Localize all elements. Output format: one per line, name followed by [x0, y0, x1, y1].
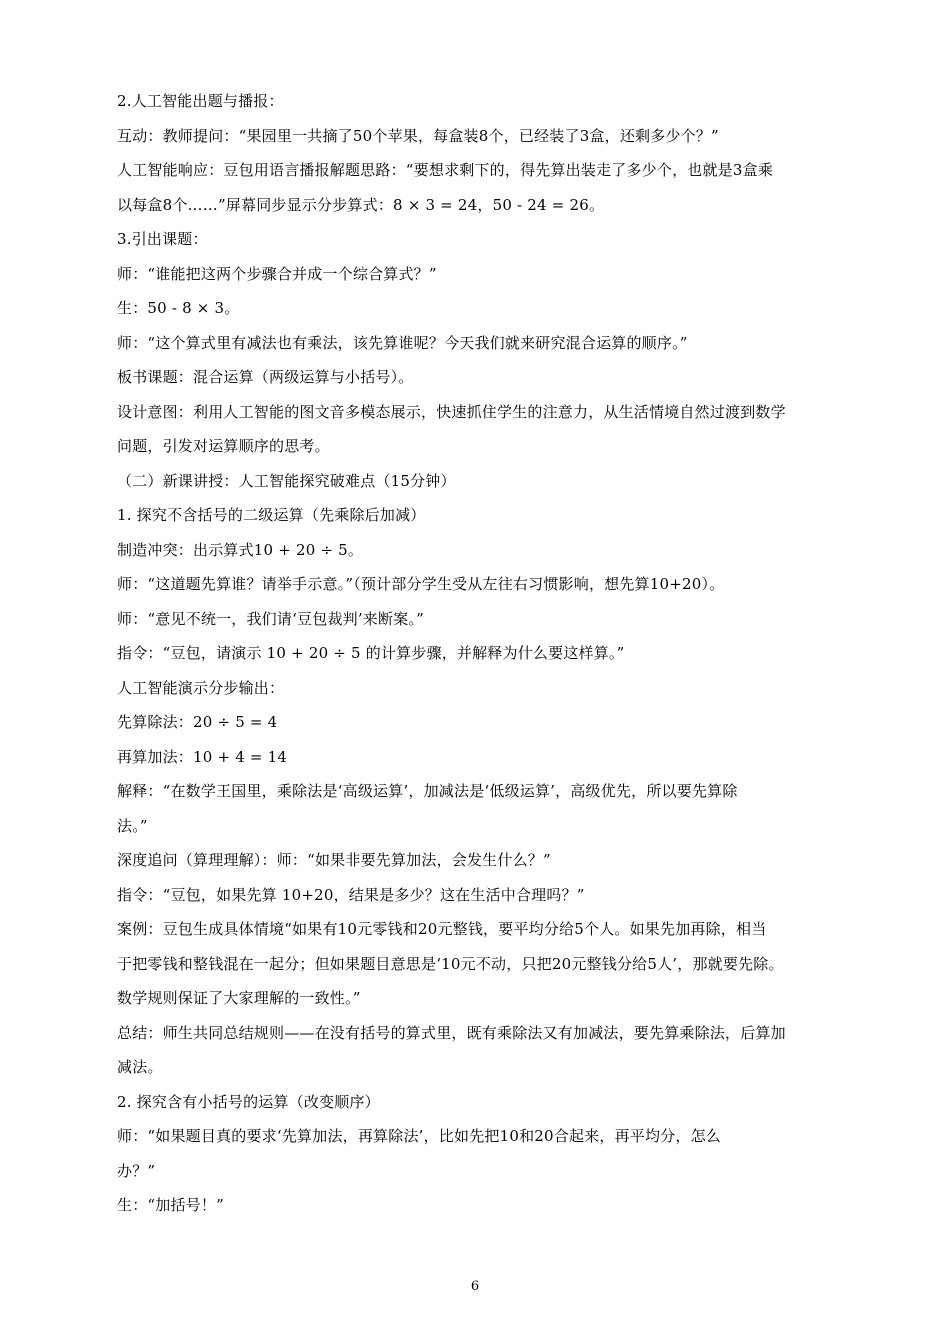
section-heading-ai-question: 2.人工智能出题与播报：	[117, 92, 284, 110]
text-line: 人工智能响应：豆包用语言播报解题思路：“要想求剩下的，得先算出装走了多少个，也就是3盒乘	[117, 161, 774, 179]
text-line: 问题，引发对运算顺序的思考。	[117, 437, 330, 455]
text-line: 制造冲突：出示算式10 + 20 ÷ 5。	[117, 540, 364, 559]
text-line: 法。”	[117, 816, 148, 835]
text-line: 师：“这道题先算谁？请举手示意。”（预计部分学生受从左往右习惯影响，想先算10+20）。	[117, 575, 725, 593]
text-line: 深度追问（算理理解）：师：“如果非要先算加法，会发生什么？”	[117, 851, 551, 869]
document-body	[117, 84, 877, 1223]
text-line: 互动：教师提问：“果园里一共摘了50个苹果，每盒装8个，已经装了3盒，还剩多少个？”	[117, 126, 719, 145]
text-line: 再算加法：10 + 4 = 14	[117, 747, 288, 766]
text-line: 总结：师生共同总结规则——在没有括号的算式里，既有乘除法又有加减法，要先算乘除法，后算加	[117, 1023, 786, 1042]
text-line: 以每盒8个……”屏幕同步显示分步算式：8 × 3 = 24，50 - 24 = 26。	[117, 195, 605, 214]
text-line: 师：“如果题目真的要求‘先算加法，再算除法’，比如先把10和20合起来，再平均分，怎么	[117, 1127, 721, 1145]
section-heading-introduce-topic: 3.引出课题：	[117, 230, 208, 248]
text-line: 指令：“豆包，如果先算 10+20，结果是多少？这在生活中合理吗？”	[117, 885, 585, 904]
text-line: 先算除法：20 ÷ 5 = 4	[117, 713, 278, 731]
text-line: 数学规则保证了大家理解的一致性。”	[117, 989, 361, 1007]
section-heading-no-parentheses: 1. 探究不含括号的二级运算（先乘除后加减）	[117, 506, 426, 524]
text-line: 师：“这个算式里有减法也有乘法，该先算谁呢？今天我们就来研究混合运算的顺序。”	[117, 333, 688, 352]
text-line: 案例：豆包生成具体情境“如果有10元零钱和20元整钱，要平均分给5个人。如果先加再除，相当	[117, 920, 767, 938]
text-line: 于把零钱和整钱混在一起分；但如果题目意思是‘10元不动，只把20元整钱分给5人’，那就要先除。	[117, 954, 784, 973]
text-line: 师：“谁能把这两个步骤合并成一个综合算式？”	[117, 264, 437, 283]
text-line: 师：“意见不统一，我们请‘豆包裁判’来断案。”	[117, 609, 424, 628]
text-line: 解释：“在数学王国里，乘除法是‘高级运算’，加减法是‘低级运算’，高级优先，所以要先算除	[117, 782, 738, 800]
text-line: 板书课题：混合运算（两级运算与小括号）。	[117, 368, 414, 386]
page-number: 6	[470, 1279, 480, 1294]
text-line: 生：“加括号！”	[117, 1196, 224, 1214]
section-heading-with-parentheses: 2. 探究含有小括号的运算（改变顺序）	[117, 1092, 380, 1111]
text-line: 指令：“豆包，请演示 10 + 20 ÷ 5 的计算步骤，并解释为什么要这样算。”	[117, 644, 625, 662]
text-line: 设计意图：利用人工智能的图文音多模态展示，快速抓住学生的注意力，从生活情境自然过渡到数学	[117, 402, 786, 421]
text-line: 生：50 - 8 × 3。	[117, 299, 240, 317]
text-line: 人工智能演示分步输出：	[117, 678, 285, 697]
section-heading-new-lesson: （二）新课讲授：人工智能探究破难点（15分钟）	[117, 471, 456, 490]
text-line: 办？”	[117, 1161, 156, 1180]
text-line: 减法。	[117, 1058, 163, 1076]
